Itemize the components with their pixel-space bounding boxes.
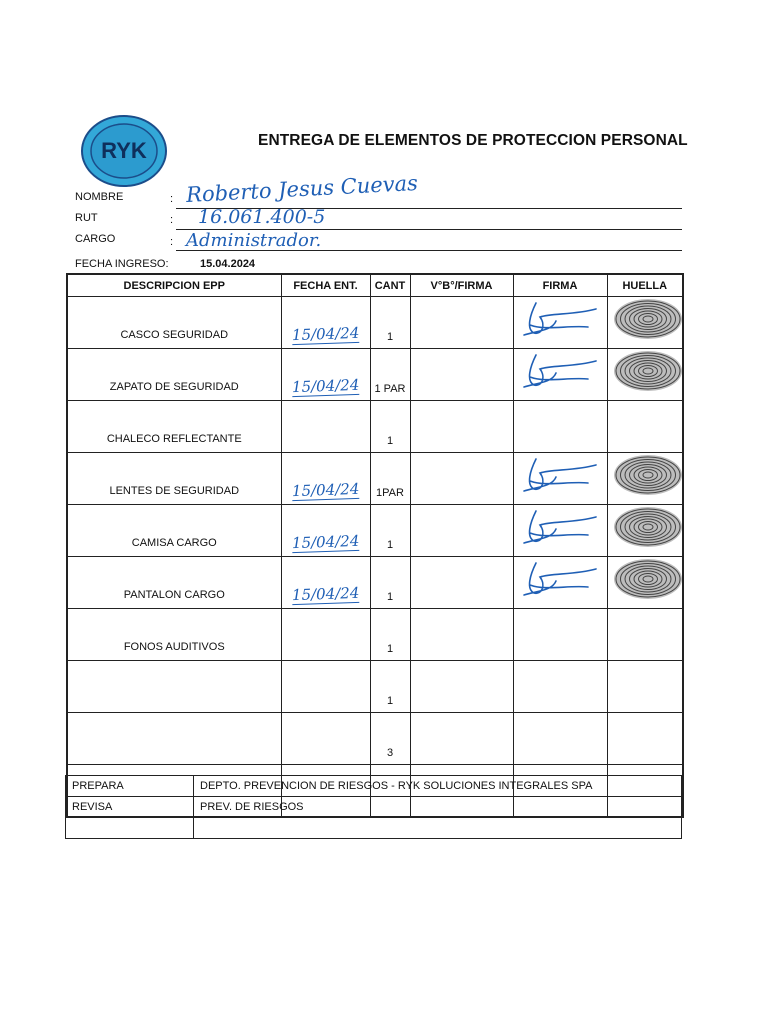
desc-cell: PANTALON CARGO: [67, 557, 281, 609]
cant-cell: 1: [370, 661, 410, 713]
nombre-colon: :: [170, 193, 174, 205]
vobo-cell: [410, 453, 513, 505]
table-row: [67, 349, 683, 401]
fecha-cell: [281, 557, 370, 609]
vobo-cell: [410, 609, 513, 661]
fecha-cell: [281, 713, 370, 765]
cant-cell: 3: [370, 713, 410, 765]
table-row: [67, 505, 683, 557]
huella-cell: [607, 609, 683, 661]
cargo-line: [176, 250, 682, 251]
desc-cell: CAMISA CARGO: [67, 505, 281, 557]
handwritten-date: 15/04/24: [291, 323, 360, 345]
fingerprint-icon: [608, 297, 682, 341]
handwritten-date: 15/04/24: [291, 583, 360, 605]
header-huella: HUELLA: [607, 274, 683, 297]
firma-cell: [513, 401, 607, 453]
desc-cell: FONOS AUDITIVOS: [67, 609, 281, 661]
handwritten-date: 15/04/24: [291, 375, 360, 397]
vobo-cell: [410, 505, 513, 557]
cargo-value: Administrador.: [186, 230, 322, 251]
huella-cell: [607, 661, 683, 713]
footer-empty-value: [194, 818, 682, 839]
cant-cell: 1: [370, 297, 410, 349]
prepara-value: DEPTO. PREVENCION DE RIESGOS - RYK SOLUCIONES INTEGRALES SPA: [194, 776, 682, 797]
signature-icon: [516, 349, 606, 394]
prepara-label: PREPARA: [66, 776, 194, 797]
huella-cell: [607, 401, 683, 453]
header-cant: CANT: [370, 274, 410, 297]
fecha-ingreso-value: 15.04.2024: [200, 258, 256, 270]
firma-cell: [513, 297, 607, 349]
fecha-ingreso-label: FECHA INGRESO:: [75, 258, 169, 270]
epp-table: [66, 273, 684, 818]
ryk-logo: [80, 114, 168, 188]
huella-cell: [607, 505, 683, 557]
handwritten-date: 15/04/24: [291, 531, 360, 553]
fecha-cell: [281, 401, 370, 453]
desc-cell: CHALECO REFLECTANTE: [67, 401, 281, 453]
signature-icon: [516, 297, 606, 342]
fingerprint-icon: [608, 505, 682, 549]
table-header-row: [67, 274, 683, 297]
logo-text: RYK: [101, 138, 147, 163]
table-row: [67, 401, 683, 453]
header-descripcion: DESCRIPCION EPP: [67, 274, 281, 297]
footer-row-empty: [66, 818, 682, 839]
desc-cell: ZAPATO DE SEGURIDAD: [67, 349, 281, 401]
signature-icon: [516, 453, 606, 498]
vobo-cell: [410, 713, 513, 765]
huella-cell: [607, 713, 683, 765]
fingerprint-icon: [608, 349, 682, 393]
table-row: [67, 661, 683, 713]
header-firma: FIRMA: [513, 274, 607, 297]
fecha-cell: [281, 505, 370, 557]
cargo-colon: :: [170, 236, 174, 248]
form-title: ENTREGA DE ELEMENTOS DE PROTECCION PERSONAL: [258, 132, 688, 149]
fecha-cell: [281, 609, 370, 661]
firma-cell: [513, 453, 607, 505]
huella-cell: [607, 297, 683, 349]
huella-cell: [607, 453, 683, 505]
vobo-cell: [410, 297, 513, 349]
revisa-label: REVISA: [66, 797, 194, 818]
footer-row-revisa: [66, 797, 682, 818]
huella-cell: [607, 349, 683, 401]
firma-cell: [513, 713, 607, 765]
firma-cell: [513, 349, 607, 401]
rut-colon: :: [170, 214, 174, 226]
vobo-cell: [410, 661, 513, 713]
table-row: [67, 297, 683, 349]
signature-icon: [516, 557, 606, 602]
table-row: [67, 453, 683, 505]
huella-cell: [607, 557, 683, 609]
rut-label: RUT: [75, 212, 98, 224]
handwritten-date: 15/04/24: [291, 479, 360, 501]
rut-value: 16.061.400-5: [198, 206, 326, 228]
fingerprint-icon: [608, 453, 682, 497]
fecha-cell: [281, 661, 370, 713]
desc-cell: LENTES DE SEGURIDAD: [67, 453, 281, 505]
firma-cell: [513, 505, 607, 557]
nombre-label: NOMBRE: [75, 191, 124, 203]
desc-cell: CASCO SEGURIDAD: [67, 297, 281, 349]
cant-cell: 1: [370, 401, 410, 453]
revisa-value: PREV. DE RIESGOS: [194, 797, 682, 818]
signature-icon: [516, 505, 606, 550]
firma-cell: [513, 661, 607, 713]
desc-cell: [67, 661, 281, 713]
footer-empty-label: [66, 818, 194, 839]
cant-cell: 1PAR: [370, 453, 410, 505]
cant-cell: 1: [370, 557, 410, 609]
firma-cell: [513, 557, 607, 609]
cant-cell: 1 PAR: [370, 349, 410, 401]
fecha-cell: [281, 453, 370, 505]
footer-row-prepara: [66, 776, 682, 797]
header-vobo: V°B°/FIRMA: [410, 274, 513, 297]
cant-cell: 1: [370, 505, 410, 557]
table-row: [67, 557, 683, 609]
cant-cell: 1: [370, 609, 410, 661]
fecha-cell: [281, 297, 370, 349]
vobo-cell: [410, 349, 513, 401]
table-row: [67, 713, 683, 765]
vobo-cell: [410, 401, 513, 453]
nombre-value: Roberto Jesus Cuevas: [185, 170, 419, 208]
desc-cell: [67, 713, 281, 765]
fecha-cell: [281, 349, 370, 401]
header-fecha: FECHA ENT.: [281, 274, 370, 297]
fingerprint-icon: [608, 557, 682, 601]
vobo-cell: [410, 557, 513, 609]
firma-cell: [513, 609, 607, 661]
footer-table: [65, 775, 682, 839]
cargo-label: CARGO: [75, 233, 116, 245]
table-row: [67, 609, 683, 661]
